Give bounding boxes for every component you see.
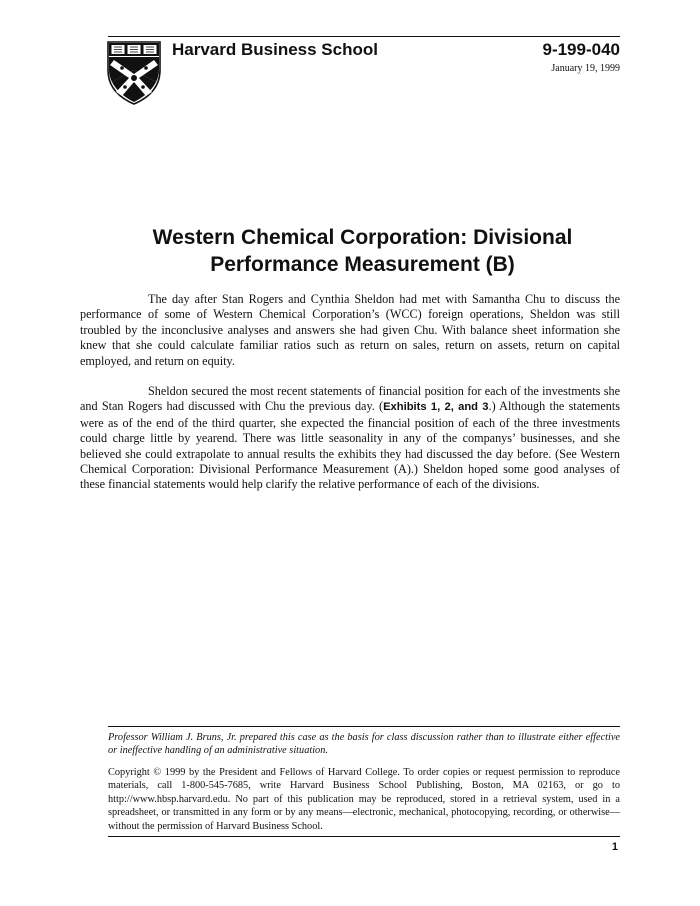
paragraph-2 bbox=[80, 384, 620, 493]
hbs-shield-icon bbox=[106, 40, 162, 106]
title-line-1: Western Chemical Corporation: Divisional bbox=[152, 226, 573, 249]
footer-rule-bottom bbox=[108, 836, 620, 837]
paragraph-1: The day after Stan Rogers and Cynthia Sheldon had met with Samantha Chu to discuss the performance of some of Western Chemical Corporation’s (WCC) foreign operations, Sheldon was still troubled by the inconclusive analyses and answers she had given Chu. With balance sheet information she knew that she could calculate familiar ratios such as return on sales, return on assets, return on capital employed, and return on equity. bbox=[80, 292, 620, 368]
copyright-notice: Copyright © 1999 by the President and Fellows of Harvard College. To order copies or request permission to reproduce materials, call 1-800-545-7685, write Harvard Business School Publishing, Boston, MA 02163, or go to http://www.hbsp.harvard.edu. No part of this publication may be reproduced, stored in a retrieval system, used in a spreadsheet, or transmitted in any form or by any means—electronic, mechanical, photocopying, recording, or otherwise—without the permission of Harvard Business School. bbox=[108, 767, 620, 832]
body-text bbox=[80, 292, 620, 508]
case-number: 9-199-040 bbox=[542, 40, 620, 59]
exhibits-reference: Exhibits 1, 2, and 3 bbox=[383, 401, 489, 414]
footer-rule-top bbox=[108, 726, 620, 727]
school-name: Harvard Business School bbox=[172, 40, 378, 59]
case-date: January 19, 1999 bbox=[551, 63, 620, 74]
document-title bbox=[80, 224, 645, 278]
header-rule bbox=[108, 36, 620, 37]
paragraph-2-part-b: .) Although the statements were as of the end of the third quarter, she expected the financial position of each of the three investments could charge little by yearend. There was little seasonality in any of the companys’ businesses, and she believed she could extrapolate to annual results the exhibits they had discussed the day before. (See Western Chemical Corporation: Divisional Performance Measurement (A).) Sheldon hoped some good analyses of these financial statements would help clarify the relative performance of each of the divisions. bbox=[80, 399, 621, 492]
title-line-2: Performance Measurement (B) bbox=[210, 253, 515, 276]
paragraph-2-part-a: Sheldon secured the most recent statements of financial position for each of the investments she and Stan Rogers had discussed with Chu the previous day. ( bbox=[80, 384, 620, 414]
page-number: 1 bbox=[611, 841, 618, 853]
author-note: Professor William J. Bruns, Jr. prepared this case as the basis for class discussion rather than to illustrate either effective or ineffective handling of an administrative situation. bbox=[108, 732, 620, 756]
